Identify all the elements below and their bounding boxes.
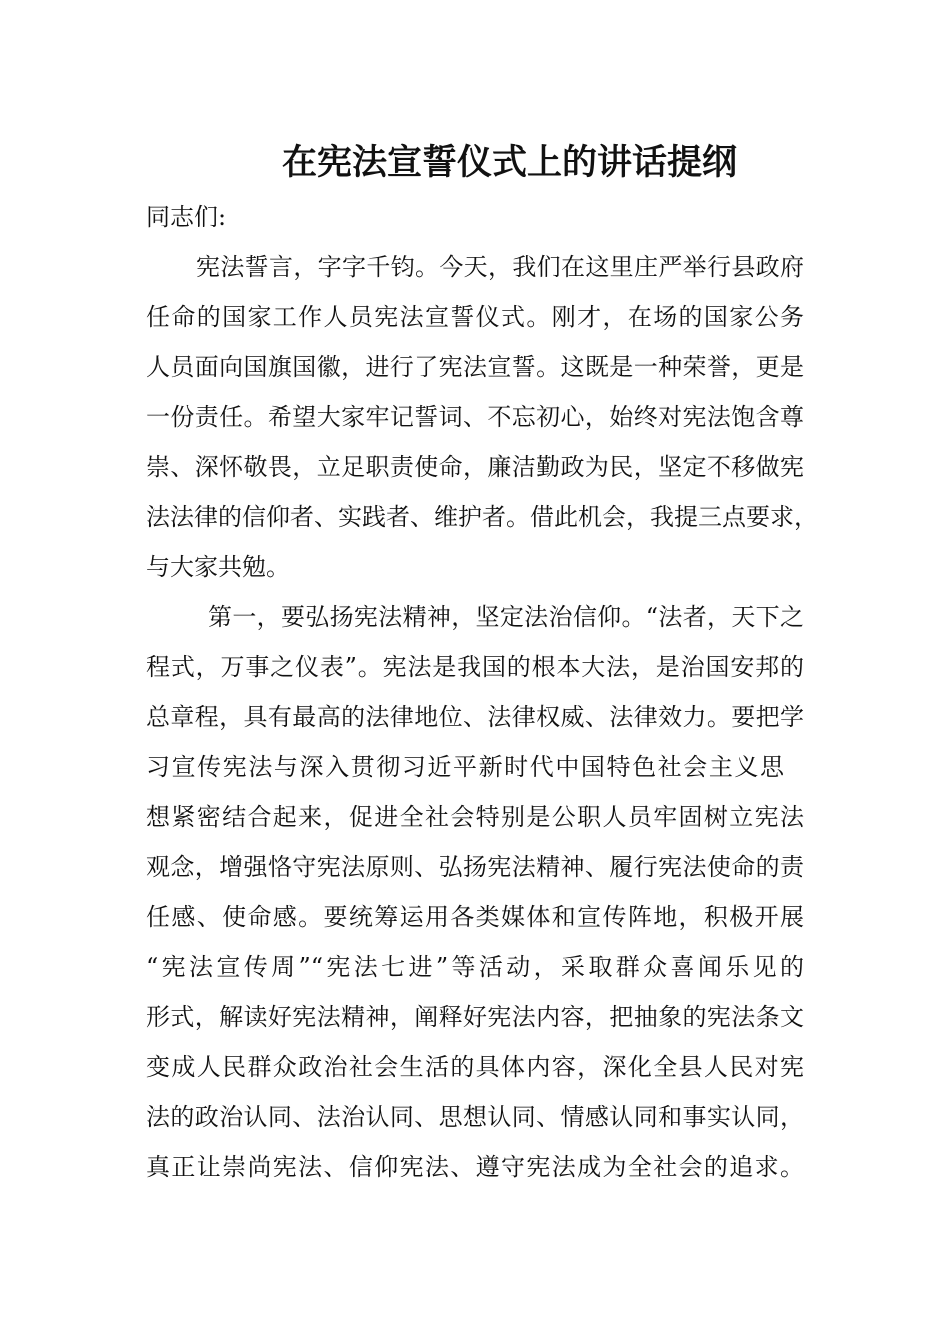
salutation: 同志们: xyxy=(146,203,227,231)
paragraph-line: 崇、深怀敬畏，立足职责使命，廉洁勤政为民，坚定不移做宪 xyxy=(146,453,804,481)
paragraph-line: 形式，解读好宪法精神，阐释好宪法内容，把抽象的宪法条文 xyxy=(146,1003,804,1031)
paragraph-line: 第一，要弘扬宪法精神，坚定法治信仰。“法者，天下之 xyxy=(208,603,804,631)
paragraph-line: 人员面向国旗国徽，进行了宪法宣誓。这既是一种荣誉，更是 xyxy=(146,353,804,381)
paragraph-line: 真正让崇尚宪法、信仰宪法、遵守宪法成为全社会的追求。 xyxy=(146,1153,804,1181)
paragraph-line: 法的政治认同、法治认同、思想认同、情感认同和事实认同， xyxy=(146,1103,804,1131)
paragraph-line: 想紧密结合起来，促进全社会特别是公职人员牢固树立宪法 xyxy=(146,803,804,831)
paragraph-line: “宪法宣传周”“宪法七进”等活动，采取群众喜闻乐见的 xyxy=(146,953,804,981)
paragraph-line: 总章程，具有最高的法律地位、法律权威、法律效力。要把学 xyxy=(146,703,804,731)
paragraph-line: 法法律的信仰者、实践者、维护者。借此机会，我提三点要求， xyxy=(146,503,818,531)
document-title: 在宪法宣誓仪式上的讲话提纲 xyxy=(282,142,738,183)
paragraph-line: 宪法誓言，字字千钧。今天，我们在这里庄严举行县政府 xyxy=(196,253,804,281)
paragraph-line: 与大家共勉。 xyxy=(146,553,290,581)
paragraph-line: 任感、使命感。要统筹运用各类媒体和宣传阵地，积极开展 xyxy=(146,903,804,931)
paragraph-line: 一份责任。希望大家牢记誓词、不忘初心，始终对宪法饱含尊 xyxy=(146,403,804,431)
paragraph-line: 变成人民群众政治社会生活的具体内容，深化全县人民对宪 xyxy=(146,1053,804,1081)
paragraph-line: 观念，增强恪守宪法原则、弘扬宪法精神、履行宪法使命的责 xyxy=(146,853,804,881)
paragraph-line: 任命的国家工作人员宪法宣誓仪式。刚才，在场的国家公务 xyxy=(146,303,804,331)
paragraph-line: 程式，万事之仪表”。宪法是我国的根本大法，是治国安邦的 xyxy=(146,653,804,681)
paragraph-line: 习宣传宪法与深入贯彻习近平新时代中国特色社会主义思 xyxy=(146,753,784,781)
